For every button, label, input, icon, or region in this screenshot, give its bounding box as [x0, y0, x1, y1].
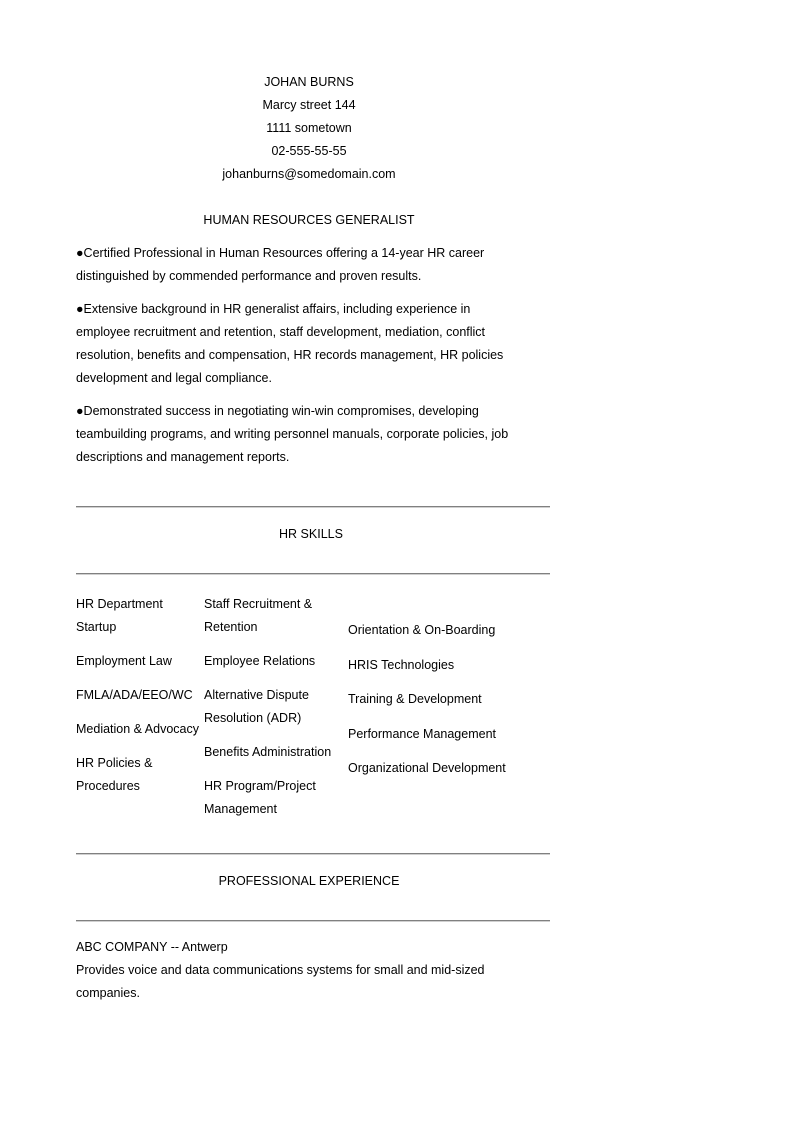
- resume-page: [76, 71, 550, 1005]
- skill-item: Employment Law: [76, 654, 172, 668]
- contact-header: [76, 71, 542, 186]
- skill-item: HRIS Technologies: [348, 657, 455, 672]
- skill-item: Benefits Administration: [204, 745, 332, 759]
- skill-item: Mediation & Advocacy: [76, 722, 199, 736]
- skill-item: HR Policies & Procedures: [76, 756, 153, 793]
- skill-item: HR Program/Project Management: [204, 779, 316, 816]
- skill-item: Alternative Dispute Resolution (ADR): [204, 688, 309, 725]
- skill-item: Employee Relations: [204, 654, 316, 668]
- skills-column-3: [348, 619, 550, 792]
- skill-item: HR Department Startup: [76, 597, 163, 634]
- skills-column-2: [204, 593, 348, 832]
- section-divider: [76, 920, 550, 922]
- summary-item: ●Extensive background in HR generalist affairs, including experience in employee recruitment and retention, staff development, mediation, conflict resolution, benefits and compensation, HR records management, HR policies development and legal compliance.: [76, 302, 504, 385]
- experience-section-title: PROFESSIONAL EXPERIENCE: [218, 874, 400, 888]
- skill-item: FMLA/ADA/EEO/WC: [76, 688, 193, 702]
- section-divider: [76, 573, 550, 575]
- skills-column-1: [76, 593, 204, 809]
- job-title: HUMAN RESOURCES GENERALIST: [203, 213, 415, 227]
- skills-section-title: HR SKILLS: [279, 527, 343, 541]
- street-address: Marcy street 144: [262, 98, 356, 112]
- summary-item: ●Certified Professional in Human Resources offering a 14-year HR career distinguished by commended performance and proven results.: [76, 246, 485, 283]
- city-address: 1111 sometown: [266, 121, 352, 135]
- skill-item: Performance Management: [348, 726, 496, 741]
- company-description: Provides voice and data communications systems for small and mid-sized companies.: [76, 963, 485, 1000]
- phone-number: 02-555-55-55: [271, 144, 347, 158]
- email-address: johanburns@somedomain.com: [222, 167, 396, 181]
- skills-grid: [76, 593, 550, 853]
- experience-entry: [76, 936, 516, 1005]
- company-name: ABC COMPANY -- Antwerp: [76, 940, 228, 954]
- summary-list: [76, 242, 516, 469]
- summary-item: ●Demonstrated success in negotiating win-win compromises, developing teambuilding programs, and writing personnel manuals, corporate policies, job descriptions and management reports.: [76, 404, 509, 464]
- skill-item: Organizational Development: [348, 761, 506, 775]
- skill-item: Training & Development: [348, 692, 482, 706]
- skill-item: Orientation & On-Boarding: [348, 623, 496, 637]
- skill-item: Staff Recruitment & Retention: [204, 597, 313, 634]
- candidate-name: JOHAN BURNS: [264, 75, 354, 89]
